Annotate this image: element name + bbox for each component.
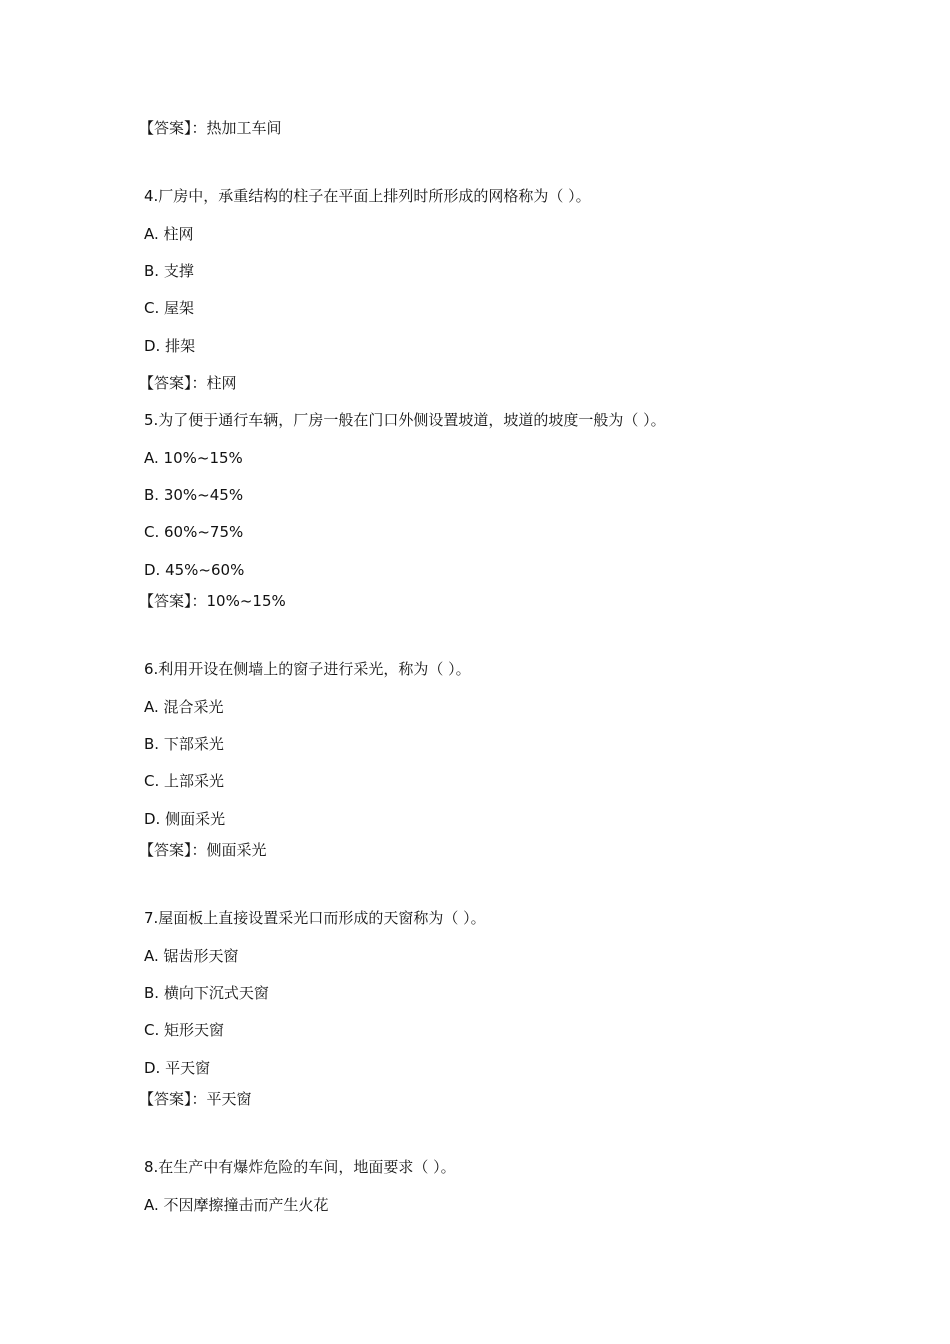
option-d: D. 排架	[144, 337, 196, 355]
question-stem: 8.在生产中有爆炸危险的车间，地面要求（ ）。	[144, 1158, 456, 1176]
option-c: C. 上部采光	[144, 772, 225, 790]
option-c: C. 矩形天窗	[144, 1021, 225, 1039]
answer-line: 【答案】：10%~15%	[139, 592, 286, 610]
option-d: D. 侧面采光	[144, 810, 226, 828]
question-stem: 4.厂房中，承重结构的柱子在平面上排列时所形成的网格称为（ ）。	[144, 187, 591, 205]
question-stem: 5.为了便于通行车辆，厂房一般在门口外侧设置坡道，坡道的坡度一般为（ ）。	[144, 411, 666, 429]
option-d: D. 平天窗	[144, 1059, 211, 1077]
option-c: C. 屋架	[144, 299, 195, 317]
option-b: B. 30%~45%	[144, 486, 244, 504]
option-a: A. 不因摩擦撞击而产生火花	[144, 1196, 329, 1214]
answer-line: 【答案】：侧面采光	[139, 841, 267, 859]
option-b: B. 下部采光	[144, 735, 224, 753]
question-stem: 7.屋面板上直接设置采光口而形成的天窗称为（ ）。	[144, 909, 486, 927]
option-b: B. 支撑	[144, 262, 194, 280]
option-a: A. 混合采光	[144, 698, 224, 716]
question-stem: 6.利用开设在侧墙上的窗子进行采光，称为（ ）。	[144, 660, 471, 678]
option-d: D. 45%~60%	[144, 561, 245, 579]
option-c: C. 60%~75%	[144, 523, 244, 541]
answer-line: 【答案】：柱网	[139, 374, 237, 392]
option-a: A. 10%~15%	[144, 449, 243, 467]
option-a: A. 柱网	[144, 225, 194, 243]
answer-line: 【答案】：平天窗	[139, 1090, 252, 1108]
answer-line: 【答案】：热加工车间	[139, 119, 282, 137]
option-b: B. 横向下沉式天窗	[144, 984, 269, 1002]
option-a: A. 锯齿形天窗	[144, 947, 239, 965]
